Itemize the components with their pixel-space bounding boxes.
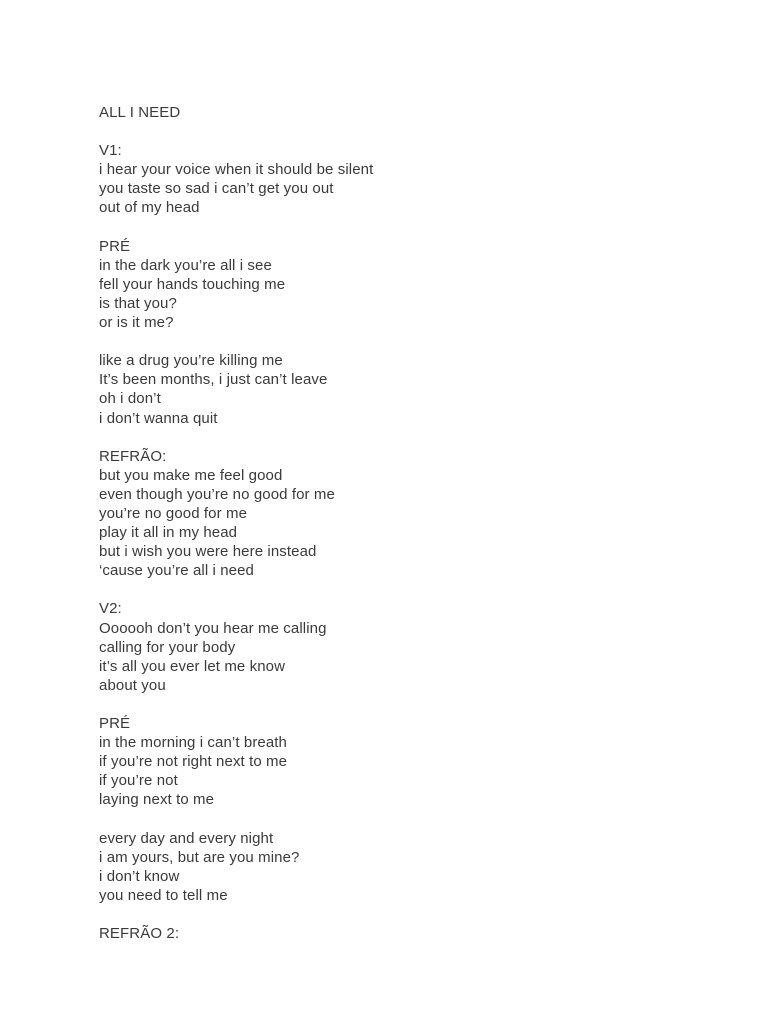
section-heading: V2: xyxy=(99,600,122,618)
spacer xyxy=(99,428,719,447)
section-heading: PRÉ xyxy=(99,237,131,255)
lyric-line: it’s all you ever let me know xyxy=(99,657,286,675)
lyric-line: laying next to me xyxy=(99,791,215,809)
document-title: ALL I NEED xyxy=(99,104,181,121)
lyric-line: i don’t know xyxy=(99,867,180,885)
lyric-line: fell your hands touching me xyxy=(99,275,286,293)
lyric-line: is that you? xyxy=(99,294,177,312)
lyric-line: in the morning i can’t breath xyxy=(99,734,288,752)
lyric-line: ‘cause you’re all i need xyxy=(99,562,254,580)
lyric-line: if you’re not right next to me xyxy=(99,753,288,771)
section-pre-chorus-1 xyxy=(99,237,719,332)
lyric-line: Oooooh don’t you hear me calling xyxy=(99,619,327,637)
section-verse-1 xyxy=(99,141,719,217)
spacer xyxy=(99,580,719,599)
lyric-line: or is it me? xyxy=(99,314,174,332)
lyric-line: even though you’re no good for me xyxy=(99,485,335,503)
lyric-line: out of my head xyxy=(99,199,200,217)
lyric-line: you’re no good for me xyxy=(99,504,248,522)
lyric-line: calling for your body xyxy=(99,638,236,656)
lyrics-document xyxy=(99,103,719,943)
lyric-line: i am yours, but are you mine? xyxy=(99,848,300,866)
lyric-line: but i wish you were here instead xyxy=(99,543,317,561)
lyric-line: every day and every night xyxy=(99,829,274,847)
lyric-line: i don’t wanna quit xyxy=(99,409,218,427)
lyric-line: i hear your voice when it should be silent xyxy=(99,161,374,179)
section-heading: V1: xyxy=(99,142,122,160)
section-chorus-2 xyxy=(99,924,719,943)
lyric-line: oh i don’t xyxy=(99,390,161,408)
lyric-line: you taste so sad i can’t get you out xyxy=(99,180,334,198)
section-heading: REFRÃO: xyxy=(99,447,167,465)
spacer xyxy=(99,809,719,828)
spacer xyxy=(99,695,719,714)
lyric-line: It’s been months, i just can’t leave xyxy=(99,371,328,389)
section-heading: REFRÃO 2: xyxy=(99,925,180,943)
section-heading: PRÉ xyxy=(99,715,131,732)
lyric-line: about you xyxy=(99,676,166,694)
lyric-line: if you’re not xyxy=(99,772,178,790)
lyric-line: in the dark you’re all i see xyxy=(99,256,272,274)
lyric-line: you need to tell me xyxy=(99,886,228,904)
spacer xyxy=(99,905,719,924)
lyric-line: play it all in my head xyxy=(99,524,238,542)
section-pre-chorus-2 xyxy=(99,714,719,809)
section-verse-2 xyxy=(99,599,719,694)
spacer xyxy=(99,218,719,237)
section-stanza-1 xyxy=(99,351,719,427)
spacer xyxy=(99,332,719,351)
section-stanza-2 xyxy=(99,829,719,905)
lyric-line: but you make me feel good xyxy=(99,466,283,484)
spacer xyxy=(99,122,719,141)
section-chorus-1 xyxy=(99,447,719,581)
lyric-line: like a drug you’re killing me xyxy=(99,352,283,370)
